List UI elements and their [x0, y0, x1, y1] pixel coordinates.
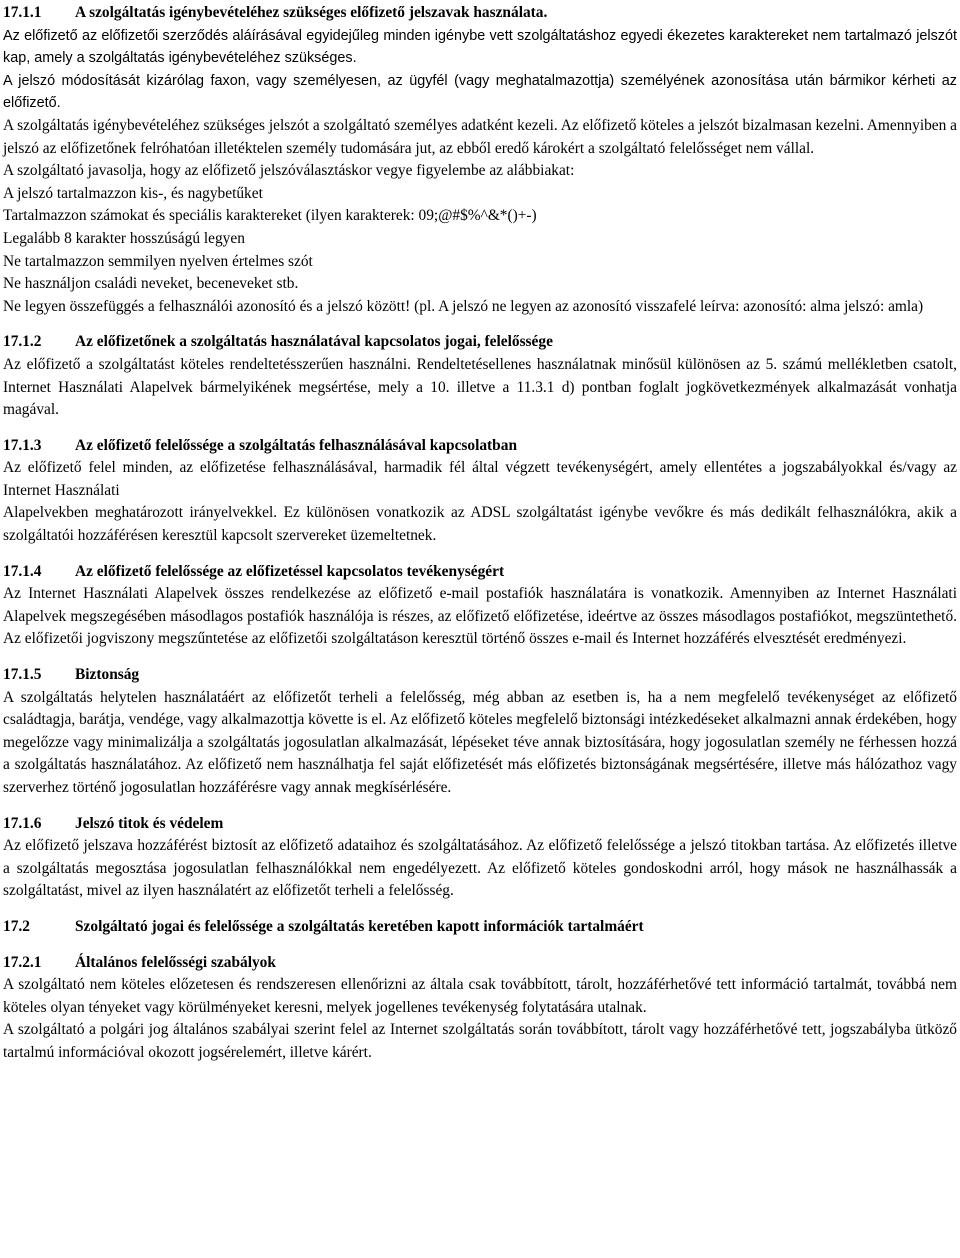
section-number: 17.1.4 [3, 562, 42, 580]
list-item: Legalább 8 karakter hosszúságú legyen [3, 229, 245, 247]
section-heading [3, 331, 957, 354]
section-heading [3, 664, 957, 687]
document-page [3, 2, 957, 1065]
paragraph: Az előfizető jelszava hozzáférést biztosít az előfizető adataihoz és szolgáltatásához. Az előfizető felelőssége a jelszó titokban tartása. Az előfizetés illetve a szolgáltatás megosztása jogosulatlan felhasználókkal nem engedélyezett. Az előfizető köteles gondoskodni arról, hogy mások ne használhassák a szolgáltatást, mivel az ilyen használatért az előfizetőt terheli a felelősség. [3, 837, 957, 900]
section-title: A szolgáltatás igénybevételéhez szükséges előfizető jelszavak használata. [75, 4, 548, 21]
section-number: 17.1.6 [3, 814, 42, 832]
paragraph: A szolgáltatás helytelen használatáért az előfizetőt terheli a felelősség, még abban az esetben is, ha a nem megfelelő tevékenységet az előfizető családtagja, barátja, vendége, vagy alkalmazottja követte is el. Az előfizető köteles megfelelő biztonsági intézkedéseket alkalmazni annak érdekében, hogy megelőzze vagy minimalizálja a szolgáltatás jogosulatlan alkalmazását, lépéseket téve annak biztosítására, hogy jogosulatlan személy ne férhessen hozzá a szolgáltatás használatához. Az előfizető nem használhatja fel saját előfizetését más előfizetés biztonságának megsértésére, illetve más hálózathoz vagy szerverhez történő jogosulatlan hozzáférésre vagy annak megkísérlésére. [3, 688, 957, 796]
section-heading [3, 916, 957, 939]
section-number: 17.1.5 [3, 666, 42, 684]
paragraph: A szolgáltató nem köteles előzetesen és rendszeresen ellenőrizni az általa csak továbbított, tárolt, hozzáférhetővé tett információ tartalmát, továbbá nem köteles olyan tényeket vagy körülményeket keresni, melyek jogellenes tevékenység folytatására utalnak. [3, 976, 957, 1016]
section-heading [3, 2, 957, 25]
section-heading [3, 813, 957, 836]
section-number: 17.1.2 [3, 333, 42, 351]
list-item: Ne legyen összefüggés a felhasználói azonosító és a jelszó között! (pl. A jelszó ne legyen az azonosító visszafelé leírva: azonosító: alma jelszó: amla) [3, 297, 924, 315]
paragraph: Az előfizető felel minden, az előfizetése felhasználásával, harmadik fél által végzett tevékenységért, amely ellentétes a jogszabályokkal és/vagy az Internet Használati [3, 459, 957, 499]
section-heading [3, 435, 957, 458]
section-heading [3, 952, 957, 975]
list-item: Ne tartalmazzon semmilyen nyelven értelmes szót [3, 252, 313, 270]
section-title: Szolgáltató jogai és felelőssége a szolgáltatás keretében kapott információk tartalmáért [75, 917, 644, 935]
paragraph: Az előfizető az előfizetői szerződés aláírásával egyidejűleg minden igénybe vett szolgáltatáshoz egyedi ékezetes karaktereket nem tartalmazó jelszót kap, amely a szolgáltatás igénybevételéhez szükséges. [3, 27, 957, 67]
section-number: 17.2.1 [3, 953, 42, 971]
section-number: 17.2 [3, 917, 30, 935]
list-item: A jelszó tartalmazzon kis-, és nagybetűket [3, 184, 263, 202]
section-number: 17.1.3 [3, 436, 42, 454]
paragraph: A jelszó módosítását kizárólag faxon, vagy személyesen, az ügyfél (vagy meghatalmazottja) személyének azonosítása után bármikor kérheti az előfizető. [3, 72, 957, 112]
section-title: Az előfizető felelőssége a szolgáltatás felhasználásával kapcsolatban [75, 436, 517, 454]
section-title: Az előfizető felelőssége az előfizetéssel kapcsolatos tevékenységért [75, 562, 505, 580]
paragraph: A szolgáltató a polgári jog általános szabályai szerint felel az Internet szolgáltatás során továbbított, tárolt vagy hozzáférhetővé tett, jogszabályba ütköző tartalmú információval okozott jogsérelemért, illetve kárért. [3, 1021, 957, 1061]
paragraph: Az Internet Használati Alapelvek összes rendelkezése az előfizető e-mail postafiók használatára is vonatkozik. Amennyiben az Internet Használati Alapelvek megszegésében másodlagos postafiók használója is részes, az előfizető előfizetése, ideértve az összes másodlagos postafiókot, megszüntethető. Az előfizetői jogviszony megszűntetése az előfizetői szolgáltatáson keresztül történő összes e-mail és Internet hozzáférés elvesztését eredményezi. [3, 585, 957, 648]
section-title: Jelszó titok és védelem [75, 814, 224, 832]
section-title: Általános felelősségi szabályok [75, 953, 276, 971]
section-number: 17.1.1 [3, 4, 42, 21]
paragraph: Alapelvekben meghatározott irányelvekkel. Ez különösen vonatkozik az ADSL szolgáltatást igénybe vevőkre és más dedikált felhasználókra, akik a szolgáltatói hozzáférésen keresztül kapcsolt szervereket üzemeltetnek. [3, 504, 957, 545]
section-title: Biztonság [75, 666, 140, 684]
paragraph: A szolgáltató javasolja, hogy az előfizető jelszóválasztáskor vegye figyelembe az alábbiakat: [3, 162, 575, 180]
list-item: Ne használjon családi neveket, beceneveket stb. [3, 275, 299, 293]
section-heading [3, 561, 957, 584]
paragraph: A szolgáltatás igénybevételéhez szükséges jelszót a szolgáltató személyes adatként kezeli. Az előfizető köteles a jelszót bizalmasan kezelni. Amennyiben a jelszó az előfizetőnek felróhatóan illetéktelen személy tudomására jut, az ebből eredő károkért a szolgáltató felelősséget nem vállal. [3, 116, 957, 157]
paragraph: Az előfizető a szolgáltatást köteles rendeltetésszerűen használni. Rendeltetésellenes használatnak minősül különösen az 5. számú mellékletben csatolt, Internet Használati Alapelvek bármelyikének megsértése, mely a 10. illetve a 11.3.1 d) pontban foglalt jogkövetkezmények alkalmazását vonhatja magával. [3, 355, 957, 419]
list-item: Tartalmazzon számokat és speciális karaktereket (ilyen karakterek: 09;@#$%^&*()+-) [3, 207, 537, 225]
section-title: Az előfizetőnek a szolgáltatás használatával kapcsolatos jogai, felelőssége [75, 333, 553, 351]
